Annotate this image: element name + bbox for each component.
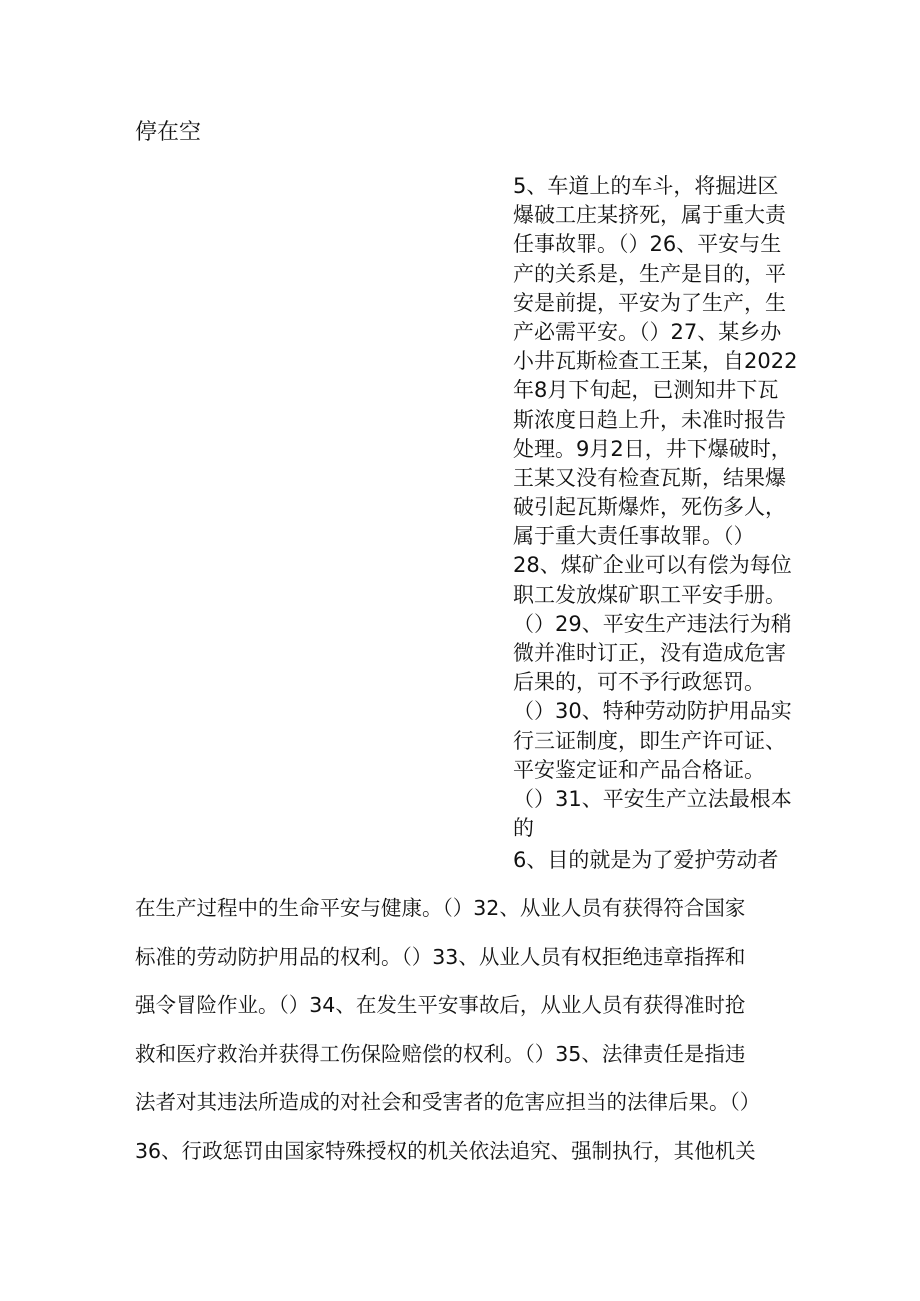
column-line: 微并准时订正，没有造成危害 — [513, 641, 786, 665]
column-line: 年8月下旬起，已测知井下瓦 — [513, 378, 779, 403]
column-line: 王某又没有检查瓦斯，结果爆 — [513, 465, 786, 490]
column-line: 产必需平安。（）27、某乡办 — [513, 319, 782, 344]
body-line: 法者对其违法所造成的对社会和受害者的危害应担当的法律后果。（） — [135, 1090, 761, 1115]
top-fragment-text: 停在空 — [135, 120, 202, 145]
column-line: （）31、平安生产立法最根本 — [513, 786, 792, 811]
column-line: 斯浓度日趋上升，未准时报告 — [513, 407, 786, 432]
body-line: 标准的劳动防护用品的权利。（）33、从业人员有权拒绝违章指挥和 — [135, 944, 746, 969]
column-line: （）30、特种劳动防护用品实 — [513, 699, 792, 724]
section-6-line: 6、目的就是为了爱护劳动者 — [513, 848, 779, 872]
column-line: 5、车道上的车斗，将掘进区 — [513, 174, 779, 198]
column-line: 属于重大责任事故罪。（） — [513, 524, 755, 549]
column-line: 安是前提，平安为了生产，生 — [513, 290, 786, 315]
column-line: 职工发放煤矿职工平安手册。 — [513, 582, 786, 607]
column-line: 后果的，可不予行政惩罚。 — [513, 670, 765, 695]
body-paragraph — [135, 893, 805, 1185]
body-line: 在生产过程中的生命平安与健康。（）32、从业人员有获得符合国家 — [135, 896, 746, 920]
body-line: 救和医疗救治并获得工伤保险赔偿的权利。（）35、法律责任是指违 — [135, 1041, 746, 1066]
body-line: 强令冒险作业。（）34、在发生平安事故后，从业人员有获得准时抢 — [135, 993, 746, 1018]
column-line: （）29、平安生产违法行为稍 — [513, 611, 792, 636]
column-line: 处理。9月2日，井下爆破时， — [513, 436, 792, 461]
column-line: 的 — [513, 816, 534, 841]
column-line: 28、煤矿企业可以有偿为每位 — [513, 553, 792, 578]
right-column-text — [513, 172, 813, 843]
column-line: 行三证制度，即生产许可证、 — [513, 728, 786, 753]
column-line: 爆破工庄某挤死，属于重大责 — [513, 203, 786, 228]
column-line: 产的关系是，生产是目的，平 — [513, 261, 786, 286]
column-line: 任事故罪。（）26、平安与生 — [513, 232, 782, 257]
column-line: 小井瓦斯检查工王某，自2022 — [513, 349, 798, 374]
column-line: 破引起瓦斯爆炸，死伤多人， — [513, 495, 786, 520]
body-line: 36、行政惩罚由国家特殊授权的机关依法追究、强制执行，其他机关 — [135, 1138, 756, 1163]
column-line: 平安鉴定证和产品合格证。 — [513, 757, 765, 782]
